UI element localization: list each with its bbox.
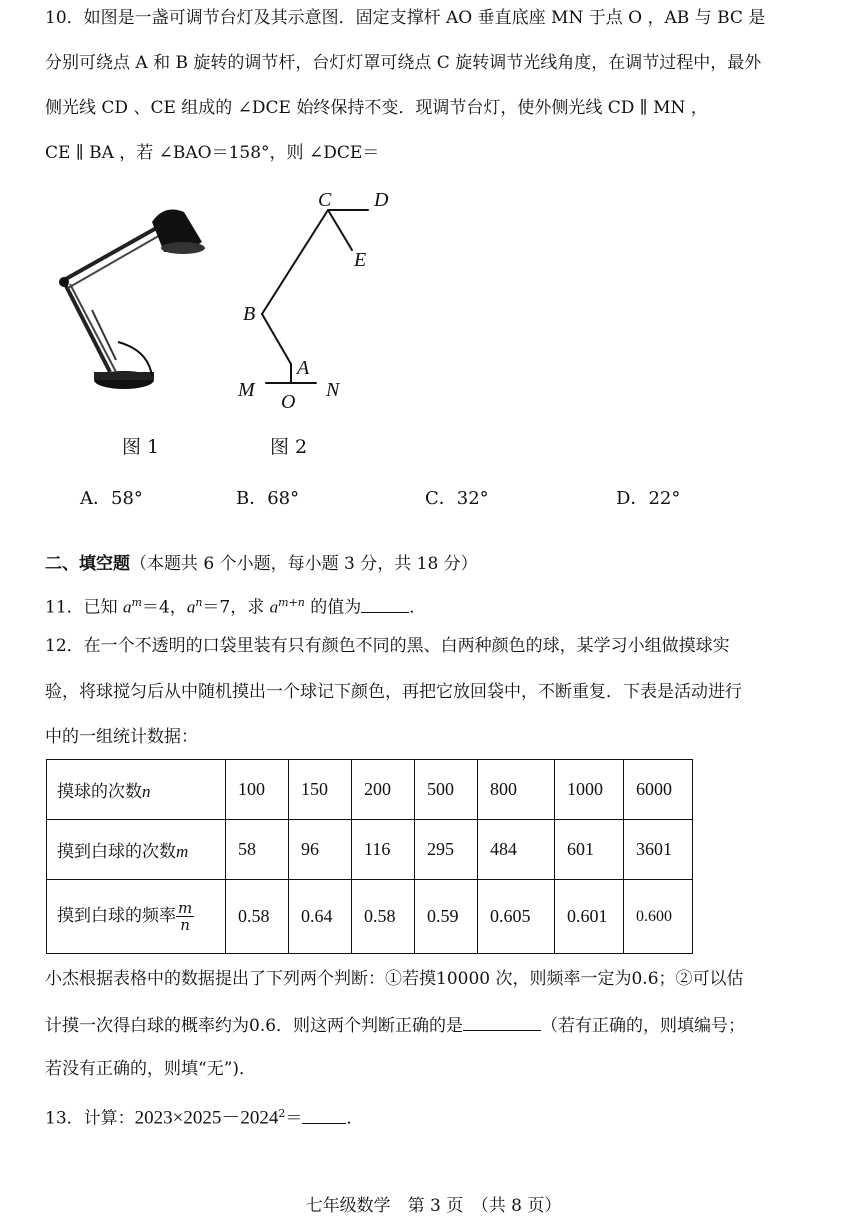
q11-exp-2: n bbox=[195, 596, 203, 609]
row-header-label: 摸球的次数 bbox=[57, 782, 142, 802]
q12-judgement-line2 bbox=[45, 1012, 745, 1038]
option-d-letter: D． bbox=[616, 488, 649, 509]
q12-judgement-line1: 小杰根据表格中的数据提出了下列两个判断：①若摸10000 次，则频率一定为0.6；②可以估 bbox=[45, 969, 744, 989]
q11-base-1: a bbox=[123, 597, 132, 617]
row-header-var: m bbox=[176, 842, 189, 861]
q11-end: ． bbox=[409, 597, 427, 618]
table-cell: 3601 bbox=[624, 820, 693, 880]
q12-judgement-line3: 若没有正确的，则填“无”)． bbox=[45, 1059, 257, 1079]
option-c-value: 32° bbox=[456, 488, 489, 509]
table-cell: 100 bbox=[226, 760, 289, 820]
table-cell: 800 bbox=[478, 760, 555, 820]
q11-base-3: a bbox=[269, 597, 279, 617]
option-a-value: 58° bbox=[111, 488, 143, 509]
table-cell: 58 bbox=[226, 820, 289, 880]
q11-exp-3: m+n bbox=[278, 596, 305, 609]
table-cell: 0.58 bbox=[352, 880, 415, 954]
label-b: B bbox=[243, 303, 256, 325]
q11-text-4: 的值为 bbox=[304, 597, 362, 618]
option-b bbox=[236, 484, 299, 510]
table-cell: 116 bbox=[352, 820, 415, 880]
q13 bbox=[45, 1102, 363, 1131]
q13-expression: 2023×2025－2024 bbox=[134, 1107, 279, 1129]
fraction-m-over-n bbox=[176, 900, 194, 933]
label-n: N bbox=[326, 379, 340, 401]
option-c-letter: C． bbox=[425, 488, 457, 509]
q13-answer-blank[interactable] bbox=[302, 1105, 346, 1124]
fraction-numerator: m bbox=[178, 899, 193, 917]
row-header bbox=[47, 760, 226, 820]
q12-line2: 验，将球搅匀后从中随机摸出一个球记下颜色，再把它放回袋中，不断重复．下表是活动进行 bbox=[45, 682, 742, 702]
q10-line1: 10．如图是一盏可调节台灯及其示意图．固定支撑杆 AO 垂直底座 MN 于点 O ，AB 与 BC 是 bbox=[45, 8, 766, 28]
fraction-denominator: n bbox=[180, 916, 190, 934]
statistics-table bbox=[46, 759, 693, 954]
segment-bc bbox=[262, 210, 328, 314]
desk-lamp-illustration bbox=[52, 200, 212, 395]
table-cell: 200 bbox=[352, 760, 415, 820]
table-cell: 295 bbox=[415, 820, 478, 880]
q11-text-1: 11．已知 bbox=[45, 597, 124, 618]
table-row bbox=[47, 820, 693, 880]
q10-line4: CE ∥ BA ，若 ∠BAO＝158°，则 ∠DCE＝ bbox=[45, 143, 380, 163]
figure-1-caption: 图 1 bbox=[122, 436, 160, 458]
q13-exponent: 2 bbox=[278, 1107, 286, 1120]
q12-line1: 12．在一个不透明的口袋里装有只有颜色不同的黑、白两种颜色的球，某学习小组做摸球实 bbox=[45, 636, 730, 656]
q12-judgement-text: 计摸一次得白球的概率约为0.6．则这两个判断正确的是 bbox=[45, 1016, 464, 1036]
option-d bbox=[616, 484, 680, 510]
table-cell: 0.601 bbox=[555, 880, 624, 954]
table-cell: 150 bbox=[289, 760, 352, 820]
table-cell: 0.59 bbox=[415, 880, 478, 954]
q12-answer-blank[interactable] bbox=[463, 1012, 541, 1031]
table-cell: 96 bbox=[289, 820, 352, 880]
row-header-var: n bbox=[142, 782, 151, 801]
row-header bbox=[47, 820, 226, 880]
q13-prefix: 13．计算： bbox=[45, 1108, 135, 1129]
row-header-label: 摸到白球的频率 bbox=[57, 906, 176, 926]
table-cell: 484 bbox=[478, 820, 555, 880]
option-c bbox=[425, 484, 489, 510]
section-2-note: （本题共 6 个小题，每小题 3 分，共 18 分） bbox=[130, 554, 478, 574]
table-cell: 0.605 bbox=[478, 880, 555, 954]
table-cell: 0.600 bbox=[624, 880, 693, 954]
q13-equals: ＝ bbox=[285, 1108, 303, 1129]
option-d-value: 22° bbox=[648, 488, 681, 509]
table-cell: 0.58 bbox=[226, 880, 289, 954]
q12-judgement-note: （若有正确的，则填编号； bbox=[541, 1016, 746, 1036]
label-c: C bbox=[318, 189, 332, 211]
label-o: O bbox=[281, 391, 296, 413]
section-2-heading bbox=[45, 552, 478, 576]
q10-line3: 侧光线 CD 、CE 组成的 ∠DCE 始终保持不变．现调节台灯，使外侧光线 CD ∥ MN ， bbox=[45, 98, 708, 118]
row-header bbox=[47, 880, 226, 954]
table-cell: 500 bbox=[415, 760, 478, 820]
q11-text-2: ＝4， bbox=[141, 597, 187, 618]
label-a: A bbox=[297, 357, 310, 379]
label-m: M bbox=[238, 379, 255, 401]
q11-text-3: ＝7，求 bbox=[202, 597, 270, 618]
table-row bbox=[47, 760, 693, 820]
q11-answer-blank[interactable] bbox=[361, 594, 409, 613]
table-cell: 601 bbox=[555, 820, 624, 880]
option-b-value: 68° bbox=[267, 488, 300, 509]
q11-base-2: a bbox=[186, 597, 196, 617]
option-a-letter: A． bbox=[80, 488, 111, 509]
table-cell: 1000 bbox=[555, 760, 624, 820]
lamp-schematic-diagram bbox=[228, 180, 428, 420]
q10-line2: 分别可绕点 A 和 B 旋转的调节杆，台灯灯罩可绕点 C 旋转调节光线角度，在调节过程中，最外 bbox=[45, 53, 762, 73]
segment-ab bbox=[262, 314, 291, 364]
page-footer: 七年级数学 第 3 页 （共 8 页） bbox=[305, 1196, 562, 1216]
table-cell: 6000 bbox=[624, 760, 693, 820]
section-2-title: 二、填空题 bbox=[45, 554, 130, 574]
q11-exp-1: m bbox=[131, 596, 142, 609]
option-b-letter: B． bbox=[236, 488, 268, 509]
row-header-label: 摸到白球的次数 bbox=[57, 842, 176, 862]
q13-end: ． bbox=[346, 1108, 364, 1129]
q12-line3: 中的一组统计数据： bbox=[45, 727, 198, 747]
table-row bbox=[47, 880, 693, 954]
q11 bbox=[45, 591, 426, 620]
option-a bbox=[80, 484, 143, 510]
segment-ce bbox=[328, 210, 352, 250]
table-cell: 0.64 bbox=[289, 880, 352, 954]
label-e: E bbox=[354, 249, 367, 271]
label-d: D bbox=[374, 189, 389, 211]
figure-2-caption: 图 2 bbox=[270, 436, 308, 458]
